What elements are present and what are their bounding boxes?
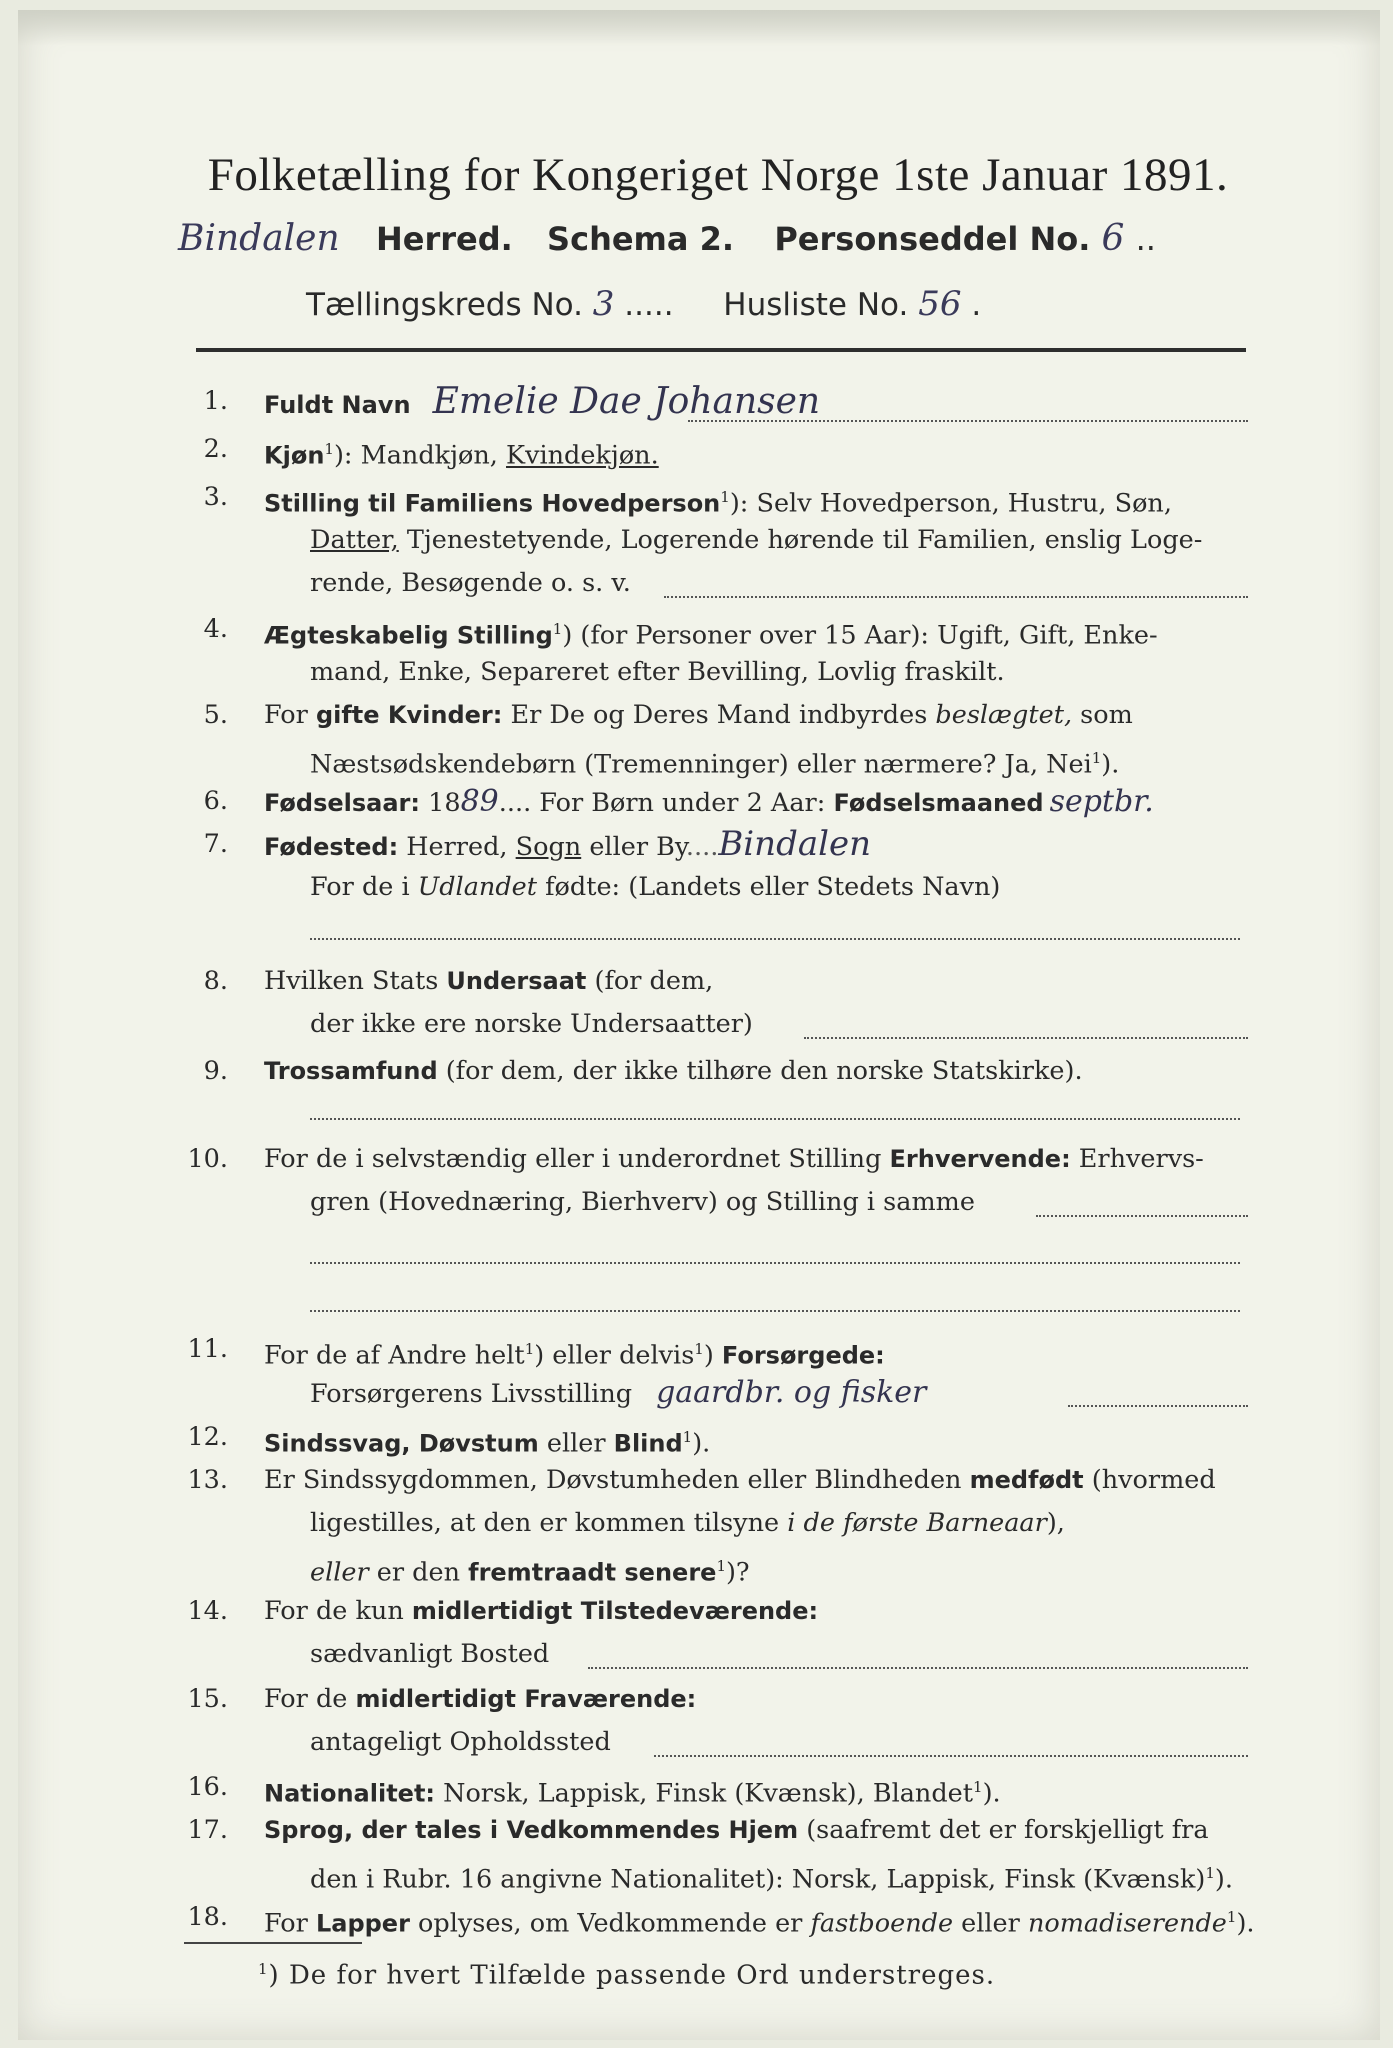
congenital-label: medfødt	[969, 1466, 1084, 1494]
later-label: fremtraadt senere	[468, 1558, 717, 1587]
item-number: 2.	[203, 434, 228, 464]
lapps-label: Lapper	[315, 1909, 410, 1938]
item-text	[264, 1138, 1204, 1181]
item-number: 18.	[187, 1902, 228, 1932]
related-question: Næstsødskendebørn (Tremenninger) eller nærmere? Ja, Nei	[310, 749, 1092, 780]
full-name-label: Fuldt Navn	[264, 391, 411, 419]
birth-month-value: septbr.	[1049, 784, 1154, 819]
text: Erhvervs-	[1070, 1144, 1204, 1174]
item-1	[168, 380, 1278, 430]
position-label: Stilling til Familiens Hovedperson	[264, 489, 721, 518]
text: i de første Barneaar	[787, 1508, 1047, 1538]
item-number: 16.	[187, 1772, 228, 1802]
text: Herred,	[398, 832, 516, 862]
birth-year-value: 89	[460, 784, 499, 819]
occupation-text: gren (Hovednæring, Bierhverv) og Stilling i samme	[310, 1187, 975, 1217]
husliste-number: 56	[918, 284, 962, 324]
footnote	[258, 1960, 995, 1991]
footnote-mark: 1	[1226, 1908, 1237, 1926]
sex-label: Kjøn	[264, 441, 325, 470]
text: eller	[953, 1908, 1028, 1939]
answer-line	[1036, 1215, 1248, 1217]
text: som	[1072, 700, 1133, 730]
text: ),	[1046, 1508, 1065, 1538]
provider-occupation-label: Forsørgerens Livsstilling	[310, 1379, 633, 1409]
probable-residence-label: antageligt Opholdssted	[310, 1727, 611, 1757]
married-women-label: gifte Kvinder:	[315, 701, 503, 729]
kreds-label: Tællingskreds No.	[306, 287, 583, 323]
answer-line	[1068, 1405, 1248, 1407]
marital-options-1: ) (for Personer over 15 Aar): Ugift, Gift, Enke-	[562, 620, 1158, 651]
text: For	[264, 1908, 316, 1939]
personseddel-number: 6	[1101, 218, 1125, 259]
birth-year-label: Fødselsaar:	[264, 789, 420, 817]
text: For de	[264, 1684, 356, 1714]
text: oplyses, om Vedkommende er	[409, 1908, 811, 1939]
answer-line	[654, 1755, 1248, 1757]
temporary-absent-label: midlertidigt Fraværende:	[355, 1685, 697, 1713]
text: eller	[310, 1557, 369, 1588]
usual-residence-label: sædvanligt Bosted	[310, 1639, 550, 1669]
language-options: den i Rubr. 16 angivne Nationalitet): Norsk, Lappisk, Finsk (Kvænsk)	[310, 1864, 1206, 1895]
item-text	[310, 866, 1000, 909]
answer-line	[664, 596, 1248, 598]
answer-line	[310, 1310, 1240, 1312]
item-text: Fødselsaar: 1889.... For Børn under 2 Aar: Fødselsmaaned septbr.	[264, 784, 1154, 819]
item-text	[264, 1809, 1209, 1852]
paper-edge	[18, 10, 1380, 46]
citizenship-text: der ikke ere norske Undersaatter)	[310, 1009, 753, 1039]
provider-occupation-value: gaardbr. og fisker	[656, 1375, 927, 1410]
item-text	[264, 694, 1133, 737]
nationality-options: Norsk, Lappisk, Finsk (Kvænsk), Blandet	[435, 1778, 974, 1809]
disability-label: Sindssvag, Døvstum	[264, 1429, 539, 1458]
item-number: 6.	[203, 786, 228, 816]
text: eller By	[581, 832, 686, 862]
text: Udlandet	[417, 872, 537, 902]
text: For	[264, 700, 316, 730]
text: For de i selvstændig eller i underordnet Stilling	[264, 1144, 890, 1174]
husliste-label: Husliste No.	[723, 287, 909, 323]
item-number: 3.	[203, 482, 228, 512]
census-form	[18, 10, 1380, 2040]
language-label: Sprog, der tales i Vedkommendes Hjem	[264, 1816, 799, 1844]
answer-line	[688, 420, 1248, 422]
header-line: Bindalen Herred. Schema 2. Personseddel No. 6 ..	[178, 218, 1156, 259]
schema-label: Schema 2.	[547, 220, 735, 258]
text: fødte: (Landets eller Stedets Navn)	[537, 872, 1001, 902]
religion-text: (for dem, der ikke tilhøre den norske Statskirke).	[437, 1056, 1083, 1086]
item-text	[264, 1050, 1083, 1093]
birthplace-value: Bindalen	[718, 824, 871, 864]
text: ).	[1236, 1908, 1255, 1939]
answer-line	[310, 1118, 1240, 1120]
kreds-number: 3	[592, 284, 615, 324]
text: For de af Andre helt	[264, 1340, 525, 1371]
footnote-mark: 1	[694, 1340, 704, 1358]
item-text	[264, 1896, 1255, 1946]
full-name-value: Emelie Dae Johansen	[432, 381, 821, 422]
birth-month-label: Fødselsmaaned	[833, 789, 1044, 817]
nationality-label: Nationalitet:	[264, 1779, 436, 1808]
item-text	[264, 960, 713, 1003]
sex-option-female: Kvindekjøn.	[506, 440, 659, 471]
text: ) eller delvis	[534, 1340, 695, 1371]
position-options-2: Tjenestetyende, Logerende hørende til Familien, enslig Loge-	[398, 525, 1203, 555]
footnote-mark: 1	[1205, 1864, 1215, 1882]
birth-year-prefix: 18	[420, 788, 461, 818]
text: For Børn under 2 Aar:	[531, 788, 834, 818]
footnote-mark: 1	[716, 1557, 726, 1575]
birthplace-option-parish: Sogn	[515, 832, 582, 862]
item-number: 4.	[203, 614, 228, 644]
item-number: 14.	[187, 1596, 228, 1626]
birthplace-label: Fødested:	[264, 833, 399, 861]
text: (for dem,	[586, 966, 714, 996]
text: Er De og Deres Mand indbyrdes	[502, 700, 936, 730]
item-text	[310, 1502, 1065, 1545]
herred-name: Bindalen	[178, 218, 340, 259]
item-number: 7.	[203, 829, 228, 859]
item-text	[264, 1459, 1216, 1502]
text: ).	[1214, 1864, 1233, 1895]
item-text	[310, 1852, 1233, 1902]
footnote-mark: 1	[720, 488, 730, 506]
footnote-text: ) De for hvert Tilfælde passende Ord understreges.	[268, 1960, 996, 1991]
kreds-line: Tællingskreds No. 3 ..... Husliste No. 56 .	[306, 284, 982, 324]
position-option-daughter: Datter,	[310, 525, 399, 555]
footnote-mark: 1	[1091, 749, 1102, 767]
marital-label: Ægteskabelig Stilling	[264, 621, 553, 650]
item-number: 9.	[203, 1056, 228, 1086]
answer-line	[804, 1037, 1248, 1039]
item-number: 17.	[187, 1815, 228, 1845]
supported-label: Forsørgede:	[721, 1341, 885, 1370]
text: eller	[538, 1428, 614, 1459]
herred-label: Herred.	[375, 220, 513, 258]
item-number: 10.	[187, 1144, 228, 1174]
item-number: 12.	[187, 1422, 228, 1452]
text: ligestilles, at den er kommen tilsyne	[310, 1508, 788, 1538]
footnote-rule	[184, 1942, 362, 1944]
marital-options-2: mand, Enke, Separeret efter Bevilling, Lovlig fraskilt.	[310, 657, 1005, 687]
footnote-mark: 1	[324, 440, 334, 458]
item-text	[310, 519, 1202, 562]
sex-option-male: ): Mandkjøn,	[333, 440, 507, 471]
citizenship-label: Undersaat	[446, 967, 587, 995]
item-text	[264, 1678, 696, 1721]
text: Er Sindssygdommen, Døvstumheden eller Blindheden	[264, 1465, 970, 1495]
item-number: 1.	[203, 386, 228, 416]
text: er den	[368, 1557, 469, 1588]
text: ).	[982, 1778, 1001, 1809]
item-number: 11.	[187, 1334, 228, 1364]
item-number: 15.	[187, 1684, 228, 1714]
header-rule	[196, 348, 1246, 352]
text: Hvilken Stats	[264, 966, 447, 996]
text: For de kun	[264, 1596, 412, 1626]
occupation-label: Erhvervende:	[889, 1145, 1071, 1173]
text: fastboende	[810, 1908, 954, 1939]
text: nomadiserende	[1027, 1908, 1227, 1939]
item-text: Fødested: Herred, Sogn eller By....Bindalen	[264, 824, 871, 864]
form-title: Folketælling for Kongeriget Norge 1ste Januar 1891.	[207, 149, 1229, 201]
position-options-1: ): Selv Hovedperson, Hustru, Søn,	[729, 488, 1172, 519]
text: ).	[1101, 749, 1120, 780]
footnote-mark: 1	[258, 1960, 269, 1978]
footnote-mark: 1	[552, 620, 563, 638]
text: )	[703, 1340, 722, 1371]
personseddel-label: Personseddel No.	[774, 220, 1091, 258]
text: beslægtet,	[935, 700, 1073, 730]
item-number: 13.	[187, 1465, 228, 1495]
item-text	[264, 1590, 818, 1633]
item-number: 5.	[203, 700, 228, 730]
footnote-mark: 1	[682, 1428, 693, 1446]
footnote-mark: 1	[973, 1778, 983, 1796]
blind-label: Blind	[613, 1429, 683, 1458]
text: )?	[725, 1557, 750, 1588]
position-options-3: rende, Besøgende o. s. v.	[310, 568, 631, 598]
text: (hvormed	[1083, 1465, 1216, 1495]
item-text	[310, 1545, 750, 1595]
text: For de i	[310, 872, 418, 902]
text: (saafremt det er forskjelligt fra	[798, 1815, 1209, 1845]
religion-label: Trossamfund	[264, 1057, 438, 1085]
answer-line	[588, 1667, 1248, 1669]
temporary-present-label: midlertidigt Tilstedeværende:	[411, 1597, 819, 1625]
answer-line	[310, 1262, 1240, 1264]
item-text	[264, 428, 659, 478]
answer-line	[310, 938, 1240, 940]
text: ).	[692, 1428, 711, 1459]
item-text	[310, 1371, 926, 1416]
footnote-mark: 1	[524, 1340, 535, 1358]
item-number: 8.	[203, 966, 228, 996]
